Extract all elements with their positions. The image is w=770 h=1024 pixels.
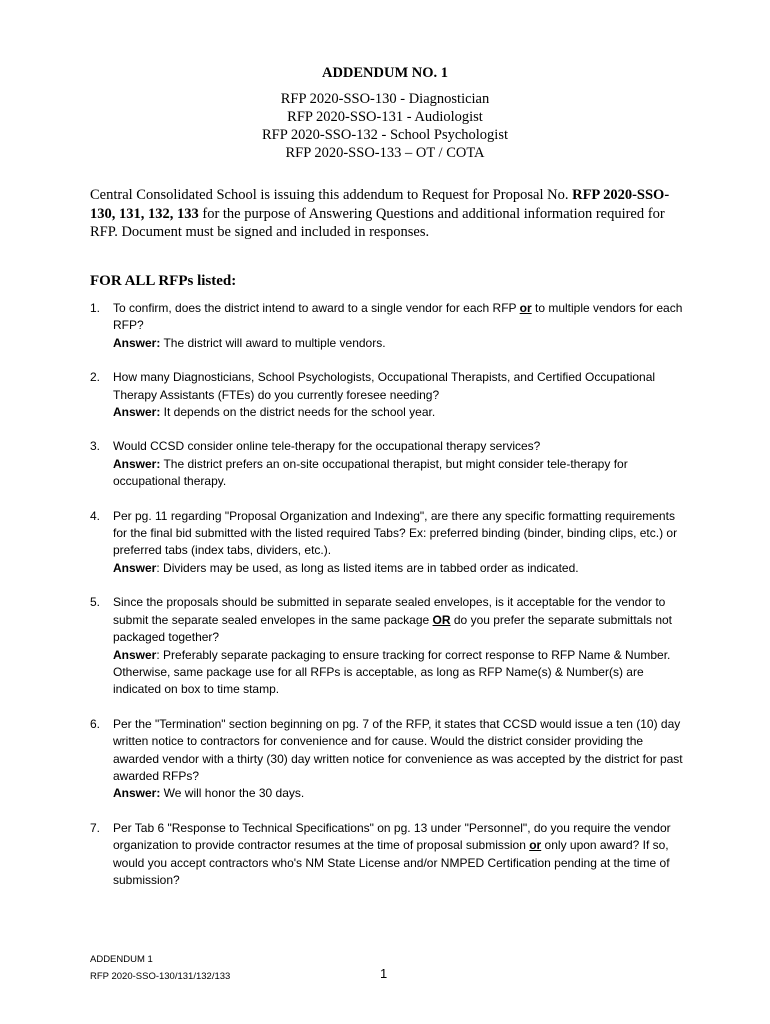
- question-text-start: Per pg. 11 regarding "Proposal Organization and Indexing", are there any specific formatting requirements for the final bid submitted with the listed required Tabs? Ex: preferred binding (binder, binding clips, etc.) or preferred tabs (index tabs, dividers, etc.).: [113, 508, 678, 558]
- question-text-end: to multiple vendors for each RFP?: [113, 301, 683, 333]
- question-item: [90, 594, 690, 698]
- intro-text-start: Central Consolidated School is issuing this addendum to Request for Proposal No.: [90, 187, 573, 203]
- page-footer: [90, 951, 230, 985]
- question-item: [90, 369, 690, 421]
- answer-body: We will honor the 30 days.: [160, 786, 305, 801]
- rfp-line-diagnostician: RFP 2020-SSO-130 - Diagnostician: [280, 91, 490, 107]
- question-number: 1.: [90, 301, 101, 315]
- answer-text: [113, 647, 690, 699]
- question-text-start: How many Diagnosticians, School Psychologists, Occupational Therapists, and Certified Occupational Therapy Assistants (FTEs) do you currently foresee needing?: [113, 370, 656, 402]
- answer-text: [113, 560, 690, 577]
- answer-label: Answer: [113, 560, 157, 575]
- addendum-title: ADDENDUM NO. 1: [321, 65, 449, 81]
- answer-label: Answer:: [113, 335, 161, 350]
- question-item: [90, 300, 690, 352]
- question-number: 3.: [90, 439, 101, 454]
- rfp-line-school-psychologist: RFP 2020-SSO-132 - School Psychologist: [262, 127, 508, 143]
- answer-body: It depends on the district needs for the school year.: [160, 405, 436, 420]
- answer-body: : Dividers may be used, as long as listed items are in tabbed order as indicated.: [156, 560, 579, 575]
- question-text: [113, 438, 690, 455]
- question-item: [90, 508, 690, 578]
- question-text-end: only upon award? If so, would you accept contractors who's NM State License and/or NMPED Certification pending at the time of submission?: [113, 838, 670, 887]
- answer-label: Answer:: [113, 456, 161, 471]
- question-text-start: To confirm, does the district intend to award to a single vendor for each RFP: [113, 301, 520, 315]
- question-number: 2.: [90, 370, 101, 385]
- page-number: 1: [380, 966, 388, 981]
- answer-label: Answer:: [113, 405, 161, 420]
- question-text: [113, 594, 690, 646]
- question-emphasis: OR: [432, 612, 451, 627]
- footer-rfp-numbers: RFP 2020-SSO-130/131/132/133: [90, 971, 231, 982]
- question-number: 7.: [90, 820, 101, 835]
- question-item: [90, 820, 690, 890]
- intro-text-end: for the purpose of Answering Questions and additional information required for RFP. Document must be signed and included in responses.: [90, 205, 665, 240]
- question-text: [113, 820, 690, 890]
- question-list: [90, 300, 690, 906]
- question-text-start: Since the proposals should be submitted in separate sealed envelopes, is it acceptable for the vendor to submit the separate sealed envelopes in the same package: [113, 595, 666, 627]
- answer-body: The district will award to multiple vendors.: [160, 335, 386, 350]
- question-emphasis: or: [529, 838, 542, 853]
- question-text-start: Would CCSD consider online tele-therapy for the occupational therapy services?: [113, 439, 541, 454]
- question-text: [113, 369, 690, 404]
- intro-rfp-numbers: RFP 2020-SSO-130, 131, 132, 133: [90, 187, 670, 222]
- question-number: 5.: [90, 595, 101, 610]
- question-number: 6.: [90, 716, 101, 731]
- rfp-line-audiologist: RFP 2020-SSO-131 - Audiologist: [287, 109, 483, 125]
- question-text-start: Per Tab 6 "Response to Technical Specifications" on pg. 13 under "Personnel", do you require the vendor organization to provide contractor resumes at the time of proposal submission: [113, 820, 671, 853]
- question-text: [113, 716, 690, 786]
- answer-label: Answer:: [113, 786, 161, 801]
- answer-label: Answer: [113, 647, 157, 662]
- question-text: [113, 300, 690, 335]
- answer-body: : Preferably separate packaging to ensure tracking for correct response to RFP Name & Number. Otherwise, same package use for all RFPs is acceptable, as long as RFP Name(s) & Number(s) are indicated on box to time stamp.: [113, 647, 671, 697]
- question-item: [90, 716, 690, 803]
- rfp-line-ot-cota: RFP 2020-SSO-133 – OT / COTA: [285, 145, 485, 161]
- question-emphasis: or: [519, 301, 532, 315]
- intro-paragraph: [90, 186, 680, 242]
- question-item: [90, 438, 690, 490]
- addendum-header: [0, 64, 770, 162]
- footer-addendum-label: ADDENDUM 1: [90, 954, 153, 965]
- answer-text: [113, 335, 690, 352]
- answer-text: [113, 456, 690, 491]
- answer-body: The district prefers an on-site occupational therapist, but might consider tele-therapy for occupational therapy.: [113, 456, 628, 489]
- question-number: 4.: [90, 508, 101, 523]
- question-text-end: do you prefer the separate submittals not packaged together?: [113, 612, 673, 645]
- answer-text: [113, 404, 690, 421]
- question-text-start: Per the "Termination" section beginning on pg. 7 of the RFP, it states that CCSD would issue a ten (10) day written notice to contractors for convenience and for cause. Would the district consider providing the awarded vendor with a thirty (30) day written notice for convenience as was accepted by the district for past awarded RFPs?: [113, 716, 683, 783]
- section-heading: FOR ALL RFPs listed:: [90, 273, 237, 289]
- answer-text: [113, 785, 690, 802]
- question-text: [113, 508, 690, 560]
